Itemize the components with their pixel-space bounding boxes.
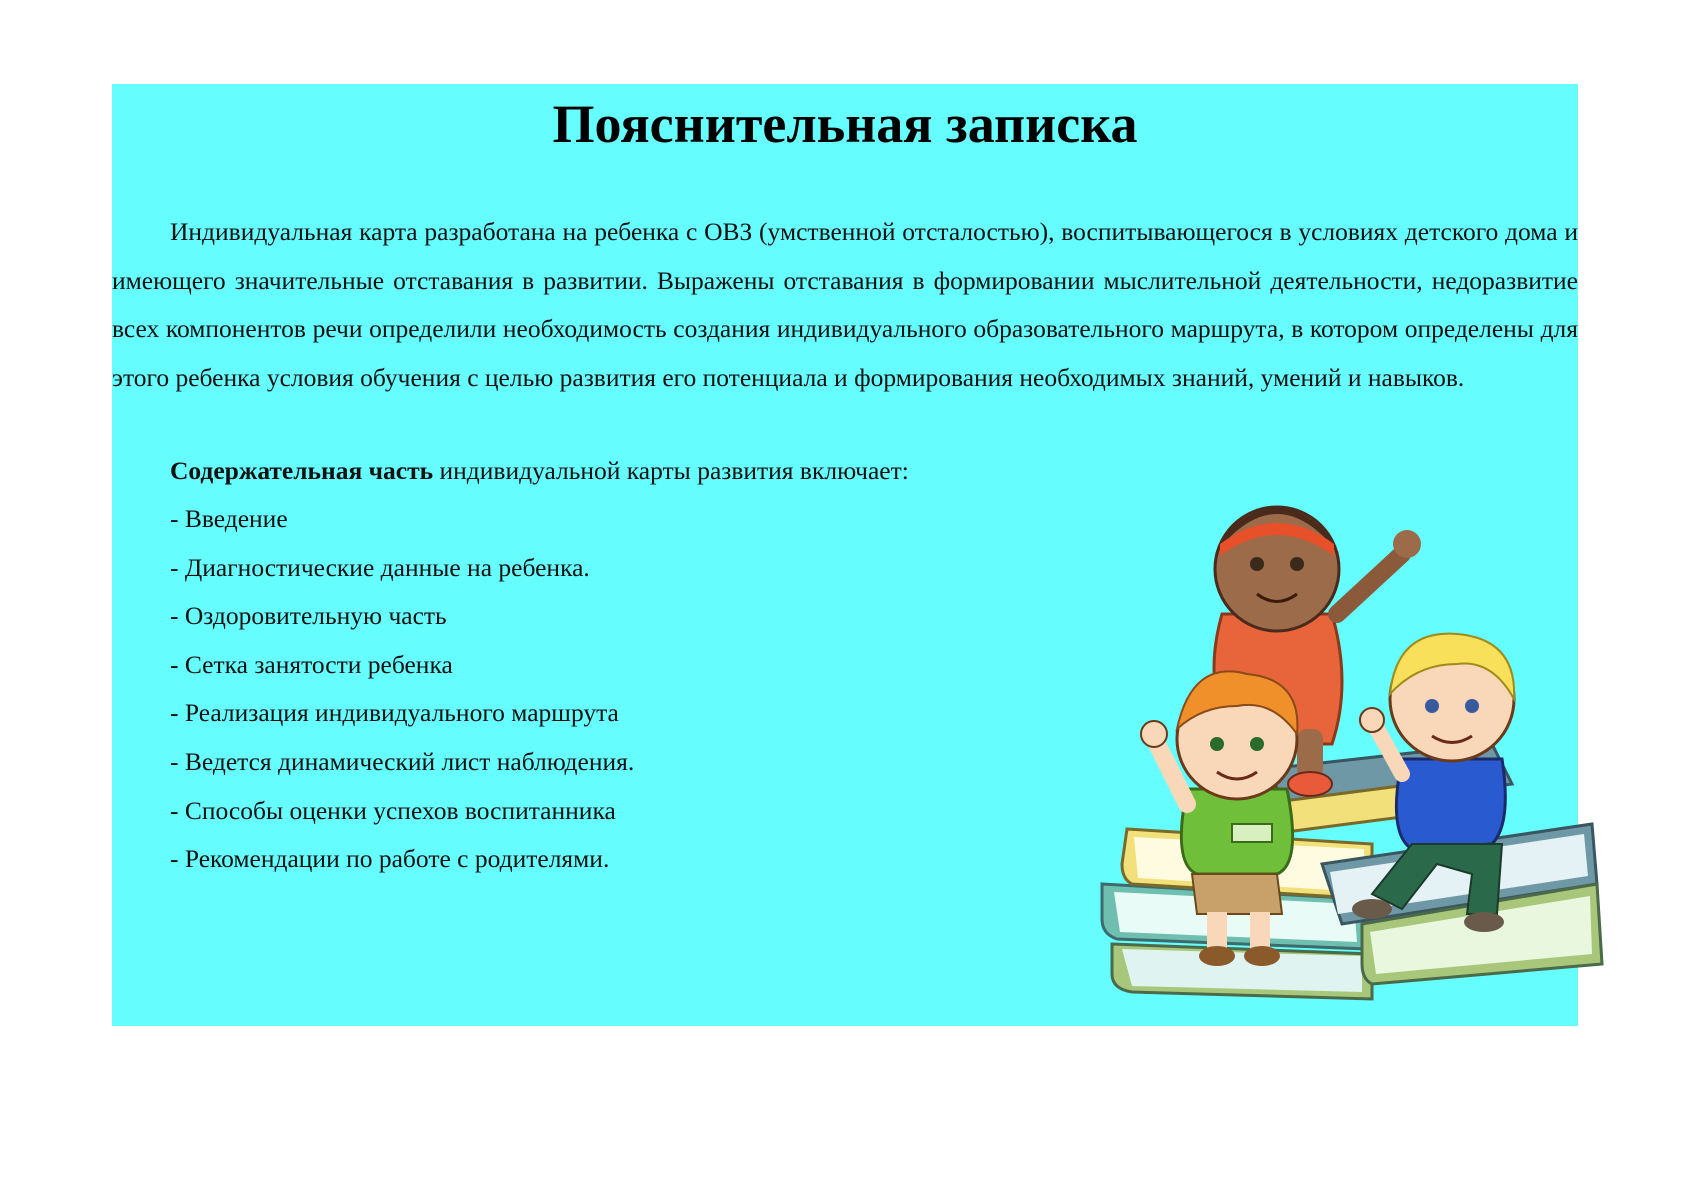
content-rest: индивидуальной карты развития включает: [433, 456, 909, 485]
page-title: Пояснительная записка [552, 94, 1138, 154]
list-item: - Введение [170, 504, 288, 533]
content-panel [112, 84, 1578, 1026]
list-item: - Сетка занятости ребенка [170, 649, 453, 679]
list-item: - Рекомендации по работе с родителями. [170, 844, 610, 874]
list-item: - Реализация индивидуального маршрута [170, 698, 619, 728]
list-item: - Способы оценки успехов воспитанника [170, 795, 616, 825]
list-item: - Ведется динамический лист наблюдения. [170, 746, 635, 776]
list-item: - Оздоровительную часть [170, 601, 447, 631]
content-heading [170, 447, 909, 495]
children-on-books-illustration [1072, 444, 1612, 1004]
list-item: - Диагностические данные на ребенка. [170, 552, 590, 582]
intro-paragraph: Индивидуальная карта разработана на ребенка с ОВЗ (умственной отсталостью), воспитывающегося в условиях детского дома и имеющего значительные отставания в развитии. Выражены отставания в формировании мыслительной деятельности, недоразвитие всех компонентов речи определили необходимость создания индивидуального образовательного маршрута, в котором определены для этого ребенка условия обучения с целью развития его потенциала и формирования необходимых знаний, умений и навыков. [112, 217, 1578, 392]
content-bold-label: Содержательная часть [170, 456, 434, 485]
content-list [170, 495, 634, 884]
